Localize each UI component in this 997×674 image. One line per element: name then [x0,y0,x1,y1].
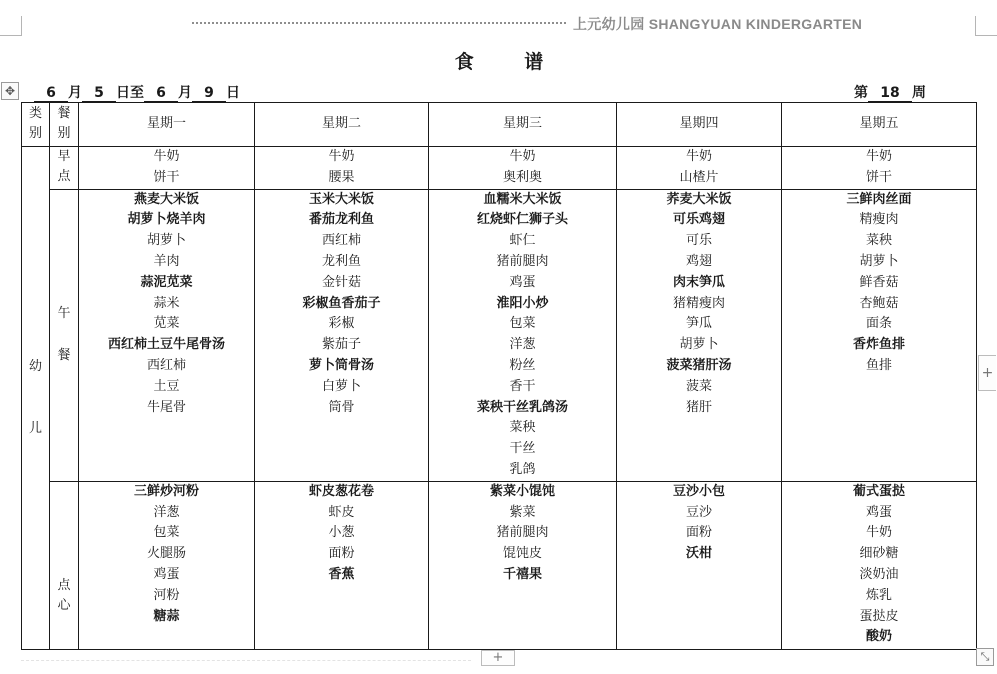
dish-name: 玉米大米饭 [308,191,374,207]
ingredient: 香干 [509,378,536,394]
table-move-handle-icon[interactable]: ✥ [1,82,19,100]
ingredient: 胡萝卜 [146,233,186,249]
ingredient: 干丝 [509,441,536,457]
dish-name: 萝卜筒骨汤 [308,357,374,373]
ingredient: 可乐 [685,233,712,249]
ingredient: 细砂糖 [859,546,899,562]
ingredient: 洋葱 [153,504,180,520]
ingredient: 淡奶油 [859,566,899,582]
page-corner-top-left [0,16,22,36]
ingredient: 牛奶 [685,149,712,164]
ingredient: 土豆 [153,378,180,394]
menu-cell[interactable] [79,147,255,190]
ingredient: 面粉 [328,546,355,562]
ingredient: 苋菜 [153,316,180,332]
ingredient: 乳鸽 [509,461,536,477]
ingredient: 猪精瘦肉 [672,295,725,311]
ingredient: 豆沙 [685,504,712,520]
month-label: 月 [178,85,192,101]
ingredient: 粉丝 [509,357,536,373]
ingredient: 菜秧 [509,420,536,436]
menu-cell[interactable] [79,189,255,481]
dish-name: 彩椒鱼香茄子 [302,295,381,311]
dish-name: 荞麦大米饭 [666,191,732,207]
dish-name: 血糯米大米饭 [483,191,562,207]
ingredient: 鸡蛋 [865,504,892,520]
meal-row [22,189,977,481]
ingredient: 西红柿 [321,233,361,249]
day-header: 星期四 [679,116,719,132]
dish-name: 菠菜猪肝汤 [666,357,732,373]
ingredient: 洋葱 [509,337,536,353]
ingredient: 牛奶 [328,149,355,164]
table-header-row [22,103,977,147]
table-resize-handle-icon[interactable]: ⤡ [976,648,994,666]
start-day: 5 [82,85,116,102]
dish-name: 沃柑 [685,546,712,562]
header-dotted-rule [192,22,566,24]
ingredient: 腰果 [328,169,355,185]
meal-row [22,481,977,649]
ingredient: 牛尾骨 [146,399,186,415]
ingredient: 杏鲍菇 [859,295,899,311]
dish-name: 千禧果 [502,566,542,582]
dish-name: 淮阳小炒 [496,295,549,311]
dish-name: 肉末笋瓜 [672,274,725,290]
week-prefix: 第 [854,85,868,101]
dish-name: 糖蒜 [153,608,180,624]
dish-name: 三鲜肉丝面 [846,191,912,207]
ingredient: 白萝卜 [321,378,361,394]
dish-name: 香炸鱼排 [852,337,905,353]
end-day: 9 [192,85,226,102]
document-title: 食 谱 [454,51,546,73]
ingredient: 山楂片 [679,169,719,185]
ingredient: 鸡蛋 [509,274,536,290]
ingredient: 面条 [865,316,892,332]
ingredient: 胡萝卜 [679,337,719,353]
ingredient: 猪前腿肉 [496,525,549,541]
ingredient: 面粉 [685,525,712,541]
day-header-cell[interactable] [429,103,617,147]
menu-cell[interactable] [429,481,617,649]
ingredient: 金针菇 [321,274,361,290]
meal-label: 点心 [57,577,71,613]
ingredient: 河粉 [153,587,180,603]
ingredient: 鱼排 [865,357,892,373]
ingredient: 精瘦肉 [859,212,899,228]
ingredient: 彩椒 [328,316,355,332]
ingredient: 龙利鱼 [321,253,361,269]
ingredient: 蒜米 [153,295,180,311]
menu-cell[interactable] [255,147,429,190]
add-column-button[interactable]: + [978,355,996,391]
month-label: 月 [68,85,82,101]
dish-name: 豆沙小包 [672,483,725,499]
bottom-guide-rule [21,660,471,661]
week-value: 18 [868,85,912,102]
ingredient: 虾皮 [328,504,355,520]
week-suffix: 周 [912,85,926,101]
day-header-cell[interactable] [79,103,255,147]
ingredient: 包菜 [153,525,180,541]
ingredient: 猪前腿肉 [496,253,549,269]
meal-label: 午餐 [57,306,71,364]
dish-name: 可乐鸡翅 [672,212,725,228]
menu-cell[interactable] [617,481,782,649]
ingredient: 馄饨皮 [502,546,542,562]
ingredient: 牛奶 [153,149,180,164]
day-label: 日 [226,85,240,101]
dish-name: 虾皮葱花卷 [308,483,374,499]
menu-cell[interactable] [617,147,782,190]
dish-name: 葡式蛋挞 [852,483,905,499]
ingredient: 紫茄子 [321,337,361,353]
day-header-cell[interactable] [255,103,429,147]
ingredient: 笋瓜 [685,316,712,332]
ingredient: 羊肉 [153,253,180,269]
meal-label-cell[interactable] [50,481,79,649]
dish-name: 三鲜炒河粉 [133,483,199,499]
ingredient: 牛奶 [509,149,536,164]
ingredient: 包菜 [509,316,536,332]
menu-table [21,102,977,650]
end-month: 6 [144,85,178,102]
ingredient: 饼干 [153,169,180,185]
menu-cell[interactable] [79,481,255,649]
group-label: 幼儿 [28,358,42,436]
dish-name: 番茄龙利鱼 [308,212,374,228]
day-header-cell[interactable] [617,103,782,147]
ingredient: 鸡蛋 [153,566,180,582]
ingredient: 紫菜 [509,504,536,520]
menu-cell[interactable] [429,189,617,481]
dish-name: 红烧虾仁狮子头 [476,212,568,228]
ingredient: 炼乳 [865,587,892,603]
dish-name: 蒜泥苋菜 [140,274,193,290]
ingredient: 蛋挞皮 [859,608,899,624]
start-month: 6 [34,85,68,102]
add-row-button[interactable]: + [481,650,515,666]
dish-name: 燕麦大米饭 [133,191,199,207]
ingredient: 猪肝 [685,399,712,415]
meal-header: 餐别 [57,106,71,142]
day-header: 星期一 [146,116,186,132]
menu-cell[interactable] [782,189,977,481]
ingredient: 奥利奥 [502,169,542,185]
ingredient: 火腿肠 [146,546,186,562]
dish-name: 香蕉 [328,566,355,582]
ingredient: 胡萝卜 [859,253,899,269]
day-header: 星期二 [321,116,361,132]
dish-name: 菜秧干丝乳鸽汤 [476,399,568,415]
ingredient: 鸡翅 [685,253,712,269]
day-header: 星期三 [502,116,542,132]
menu-cell[interactable] [255,481,429,649]
to-label: 日至 [116,85,144,101]
ingredient: 菠菜 [685,378,712,394]
header-kindergarten-name: 上元幼儿园 SHANGYUAN KINDERGARTEN [573,16,863,32]
week-number [854,82,926,102]
ingredient: 菜秧 [865,233,892,249]
dish-name: 西红柿土豆牛尾骨汤 [107,337,225,353]
meal-header-cell[interactable] [50,103,79,147]
ingredient: 鲜香菇 [859,274,899,290]
ingredient: 牛奶 [865,149,892,164]
meal-label-cell[interactable] [50,189,79,481]
menu-cell[interactable] [429,147,617,190]
group-cell[interactable] [22,147,50,650]
ingredient: 西红柿 [146,357,186,373]
menu-cell[interactable] [255,189,429,481]
menu-cell[interactable] [782,481,977,649]
meal-row [22,147,977,190]
ingredient: 小葱 [328,525,355,541]
dish-name: 胡萝卜烧羊肉 [127,212,206,228]
menu-cell[interactable] [782,147,977,190]
category-header-cell[interactable] [22,103,50,147]
ingredient: 牛奶 [865,525,892,541]
day-header-cell[interactable] [782,103,977,147]
date-range [34,82,240,102]
meal-label: 早点 [57,149,71,185]
day-header: 星期五 [859,116,899,132]
dish-name: 酸奶 [865,629,892,645]
ingredient: 饼干 [865,169,892,185]
page-corner-top-right [975,16,997,36]
ingredient: 虾仁 [509,233,536,249]
menu-cell[interactable] [617,189,782,481]
meal-label-cell[interactable] [50,147,79,190]
dish-name: 紫菜小馄饨 [489,483,555,499]
ingredient: 筒骨 [328,399,355,415]
category-header: 类别 [28,106,42,142]
